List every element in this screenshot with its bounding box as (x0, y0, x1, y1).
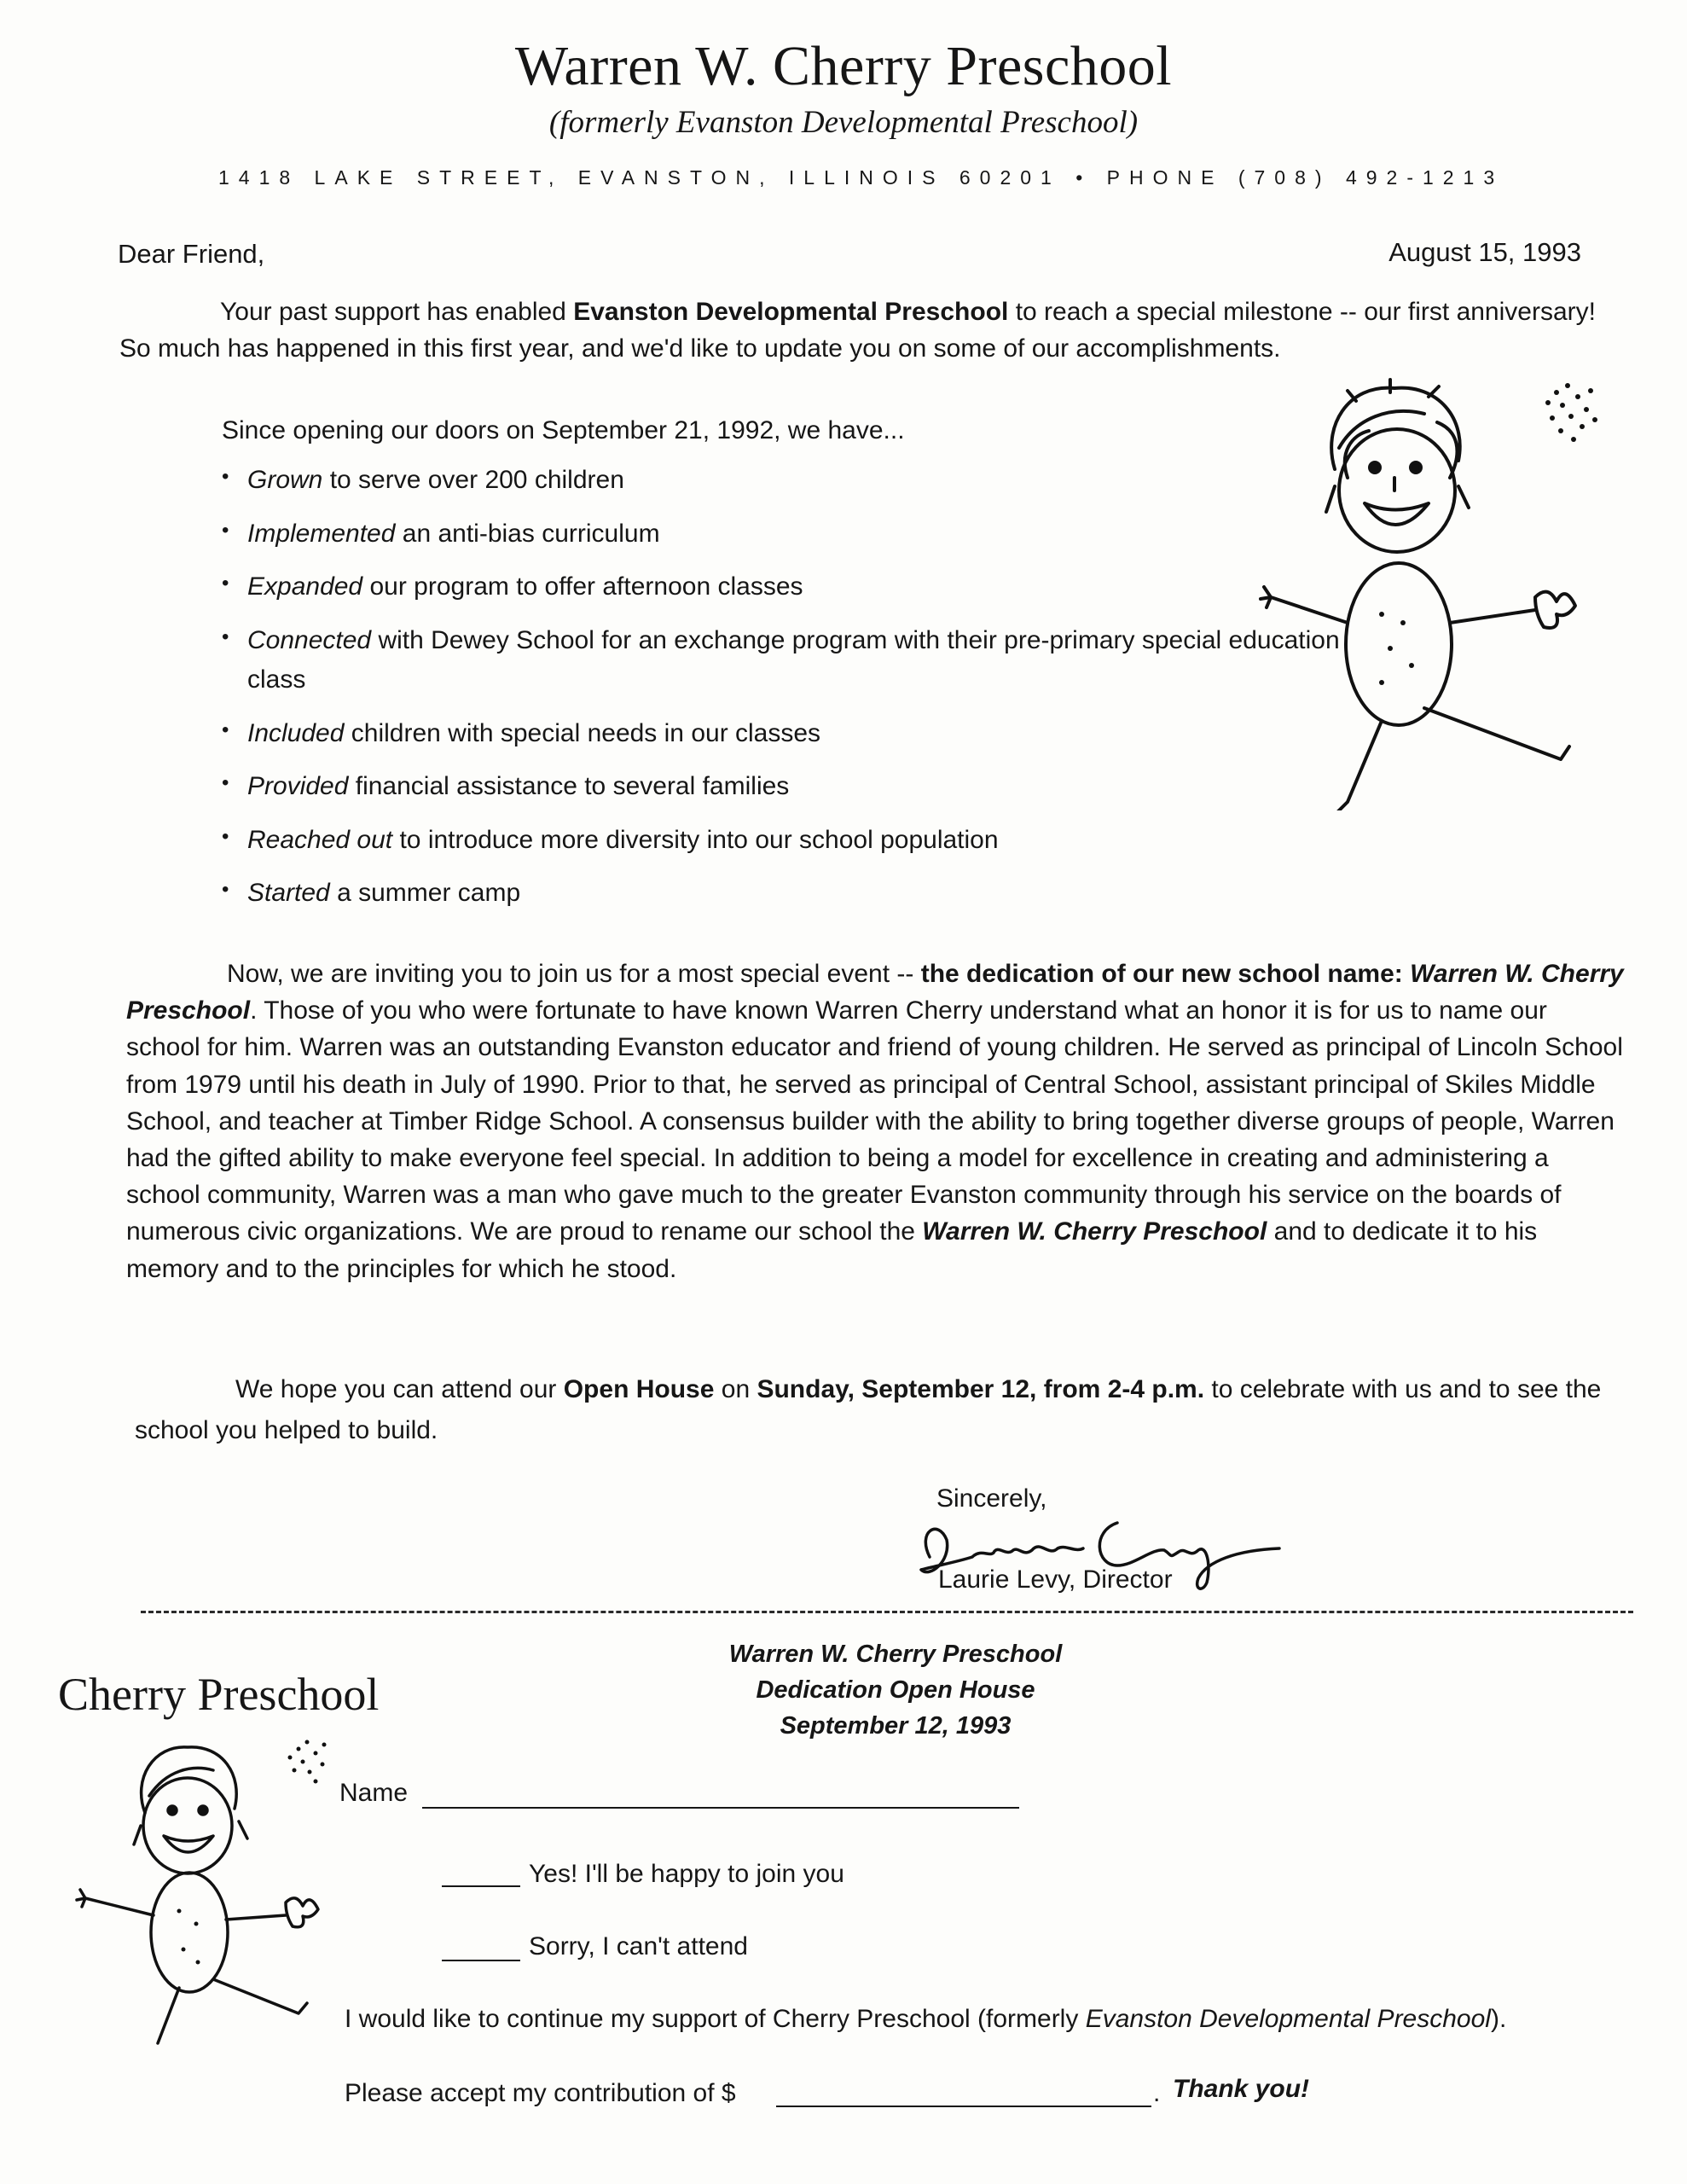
list-item (222, 714, 1356, 754)
list-item-verb: Expanded (247, 572, 363, 601)
list-item-verb: Included (247, 718, 345, 747)
reply-slip-heading-date: September 12, 1993 (780, 1712, 1012, 1740)
paragraph-3-event-date-time: Sunday, September 12, from 2-4 p.m. (757, 1375, 1205, 1403)
continue-support-statement (345, 2005, 1506, 2034)
signer-name-title: Laurie Levy, Director (938, 1565, 1173, 1594)
list-item-verb: Reached out (247, 825, 393, 854)
list-item-text: to serve over 200 children (322, 466, 624, 494)
list-item-text: with Dewey School for an exchange program with their pre-primary special education class (247, 625, 1340, 694)
continue-support-text-end: ). (1490, 2005, 1507, 2033)
letterhead-address: 1418 LAKE STREET, EVANSTON, ILLINOIS 60201 • PHONE (708) 492-1213 (218, 166, 1504, 189)
contribution-field-label: Please accept my contribution of $ (345, 2079, 736, 2107)
thank-you-text: Thank you! (1173, 2075, 1310, 2103)
accomplishments-list (222, 461, 1356, 927)
letterhead-formerly-name: (formerly Evanston Developmental Preschool) (548, 105, 1139, 140)
paragraph-1-bold-school-name: Evanston Developmental Preschool (573, 298, 1009, 326)
list-item-verb: Started (247, 879, 330, 907)
list-item (222, 461, 1356, 501)
paragraph-2-text-end: and to dedicate it to his memory and to the principles for which he stood. (126, 1217, 1538, 1283)
list-item-verb: Implemented (247, 519, 396, 548)
list-item-verb: Provided (247, 772, 349, 800)
paragraph-2-text-body: . Those of you who were fortunate to have known Warren Cherry understand what an honor it is for us to name our school for him. Warren was an outstanding Evanston educator and friend of young children. He served as principal of Lincoln School from 1979 until his death in July of 1990. Prior to that, he served as principal of Central School, assistant principal of Skiles Middle School, and teacher at Timber Ridge School. A consensus builder with the ability to bring together diverse groups of people, Warren had the gifted ability to make everyone feel special. In addition to being a model for excellence in creating and administering a school community, Warren was a man who gave much to the greater Evanston community through his service on the boards of numerous civic organizations. We are proud to rename our school the (126, 996, 1623, 1246)
attend-yes-checkline[interactable] (442, 1885, 520, 1887)
name-input-line[interactable] (422, 1807, 1019, 1809)
tear-off-divider (141, 1611, 1633, 1613)
letter-closing: Sincerely, (936, 1484, 1047, 1513)
paragraph-1-text-end: to reach a special milestone -- our first anniversary! So much has happened in this first year, and we'd like to update you on some of our accomplishments. (119, 298, 1596, 363)
paragraph-1-text: Your past support has enabled (220, 298, 574, 326)
list-item-text: an anti-bias curriculum (395, 519, 660, 548)
letter-paragraph-1 (119, 294, 1603, 367)
letter-greeting: Dear Friend, (118, 239, 265, 269)
reply-slip-heading (597, 1636, 1194, 1744)
letterhead-school-name: Warren W. Cherry Preschool (514, 35, 1173, 97)
paragraph-3-text-on: on (714, 1375, 757, 1403)
list-item-text: financial assistance to several families (348, 772, 790, 800)
contribution-amount-line[interactable] (776, 2106, 1151, 2107)
list-item-text: our program to offer afternoon classes (362, 572, 803, 601)
paragraph-3-open-house: Open House (563, 1375, 715, 1403)
reply-slip-heading-school: Warren W. Cherry Preschool (728, 1641, 1063, 1668)
paragraph-3-text: We hope you can attend our (235, 1375, 564, 1403)
continue-support-text: I would like to continue my support of Cherry Preschool (formerly (345, 2005, 1086, 2033)
paragraph-2-school-name-repeat: Warren W. Cherry Preschool (922, 1217, 1267, 1246)
list-item-text: a summer camp (329, 879, 521, 907)
continue-support-former-name: Evanston Developmental Preschool (1085, 2005, 1491, 2033)
attend-no-label: Sorry, I can't attend (529, 1932, 748, 1960)
paragraph-2-text: Now, we are inviting you to join us for a most special event -- (227, 960, 921, 988)
list-item (222, 514, 1356, 555)
child-drawing-illustration-small (68, 1732, 350, 2048)
list-item-text: to introduce more diversity into our school population (392, 825, 999, 854)
paragraph-2-new-school-name: Warren W. Cherry Preschool (126, 960, 1624, 1025)
accomplishments-intro: Since opening our doors on September 21, 1992, we have... (222, 416, 905, 444)
reply-slip-brand: Cherry Preschool (58, 1669, 380, 1720)
list-item-verb: Grown (247, 466, 323, 494)
list-item-verb: Connected (247, 625, 372, 654)
name-field-label: Name (339, 1779, 409, 1807)
list-item (222, 767, 1356, 807)
child-drawing-illustration (1254, 367, 1629, 810)
reply-slip-heading-event: Dedication Open House (756, 1676, 1035, 1705)
letter-paragraph-3 (135, 1369, 1627, 1451)
list-item (222, 567, 1356, 607)
contribution-period: . (1153, 2079, 1161, 2107)
list-item (222, 874, 1356, 914)
attend-no-checkline[interactable] (442, 1960, 520, 1961)
paragraph-2-bold-dedication: the dedication of our new school name: (920, 960, 1411, 988)
attend-yes-label: Yes! I'll be happy to join you (529, 1860, 844, 1888)
list-item (222, 821, 1356, 861)
list-item-text: children with special needs in our classes (344, 718, 821, 747)
paragraph-3-text-end: to celebrate with us and to see the school you helped to build. (135, 1375, 1602, 1444)
letter-date: August 15, 1993 (1388, 237, 1581, 267)
letter-paragraph-2 (126, 956, 1626, 1287)
list-item (222, 621, 1356, 700)
